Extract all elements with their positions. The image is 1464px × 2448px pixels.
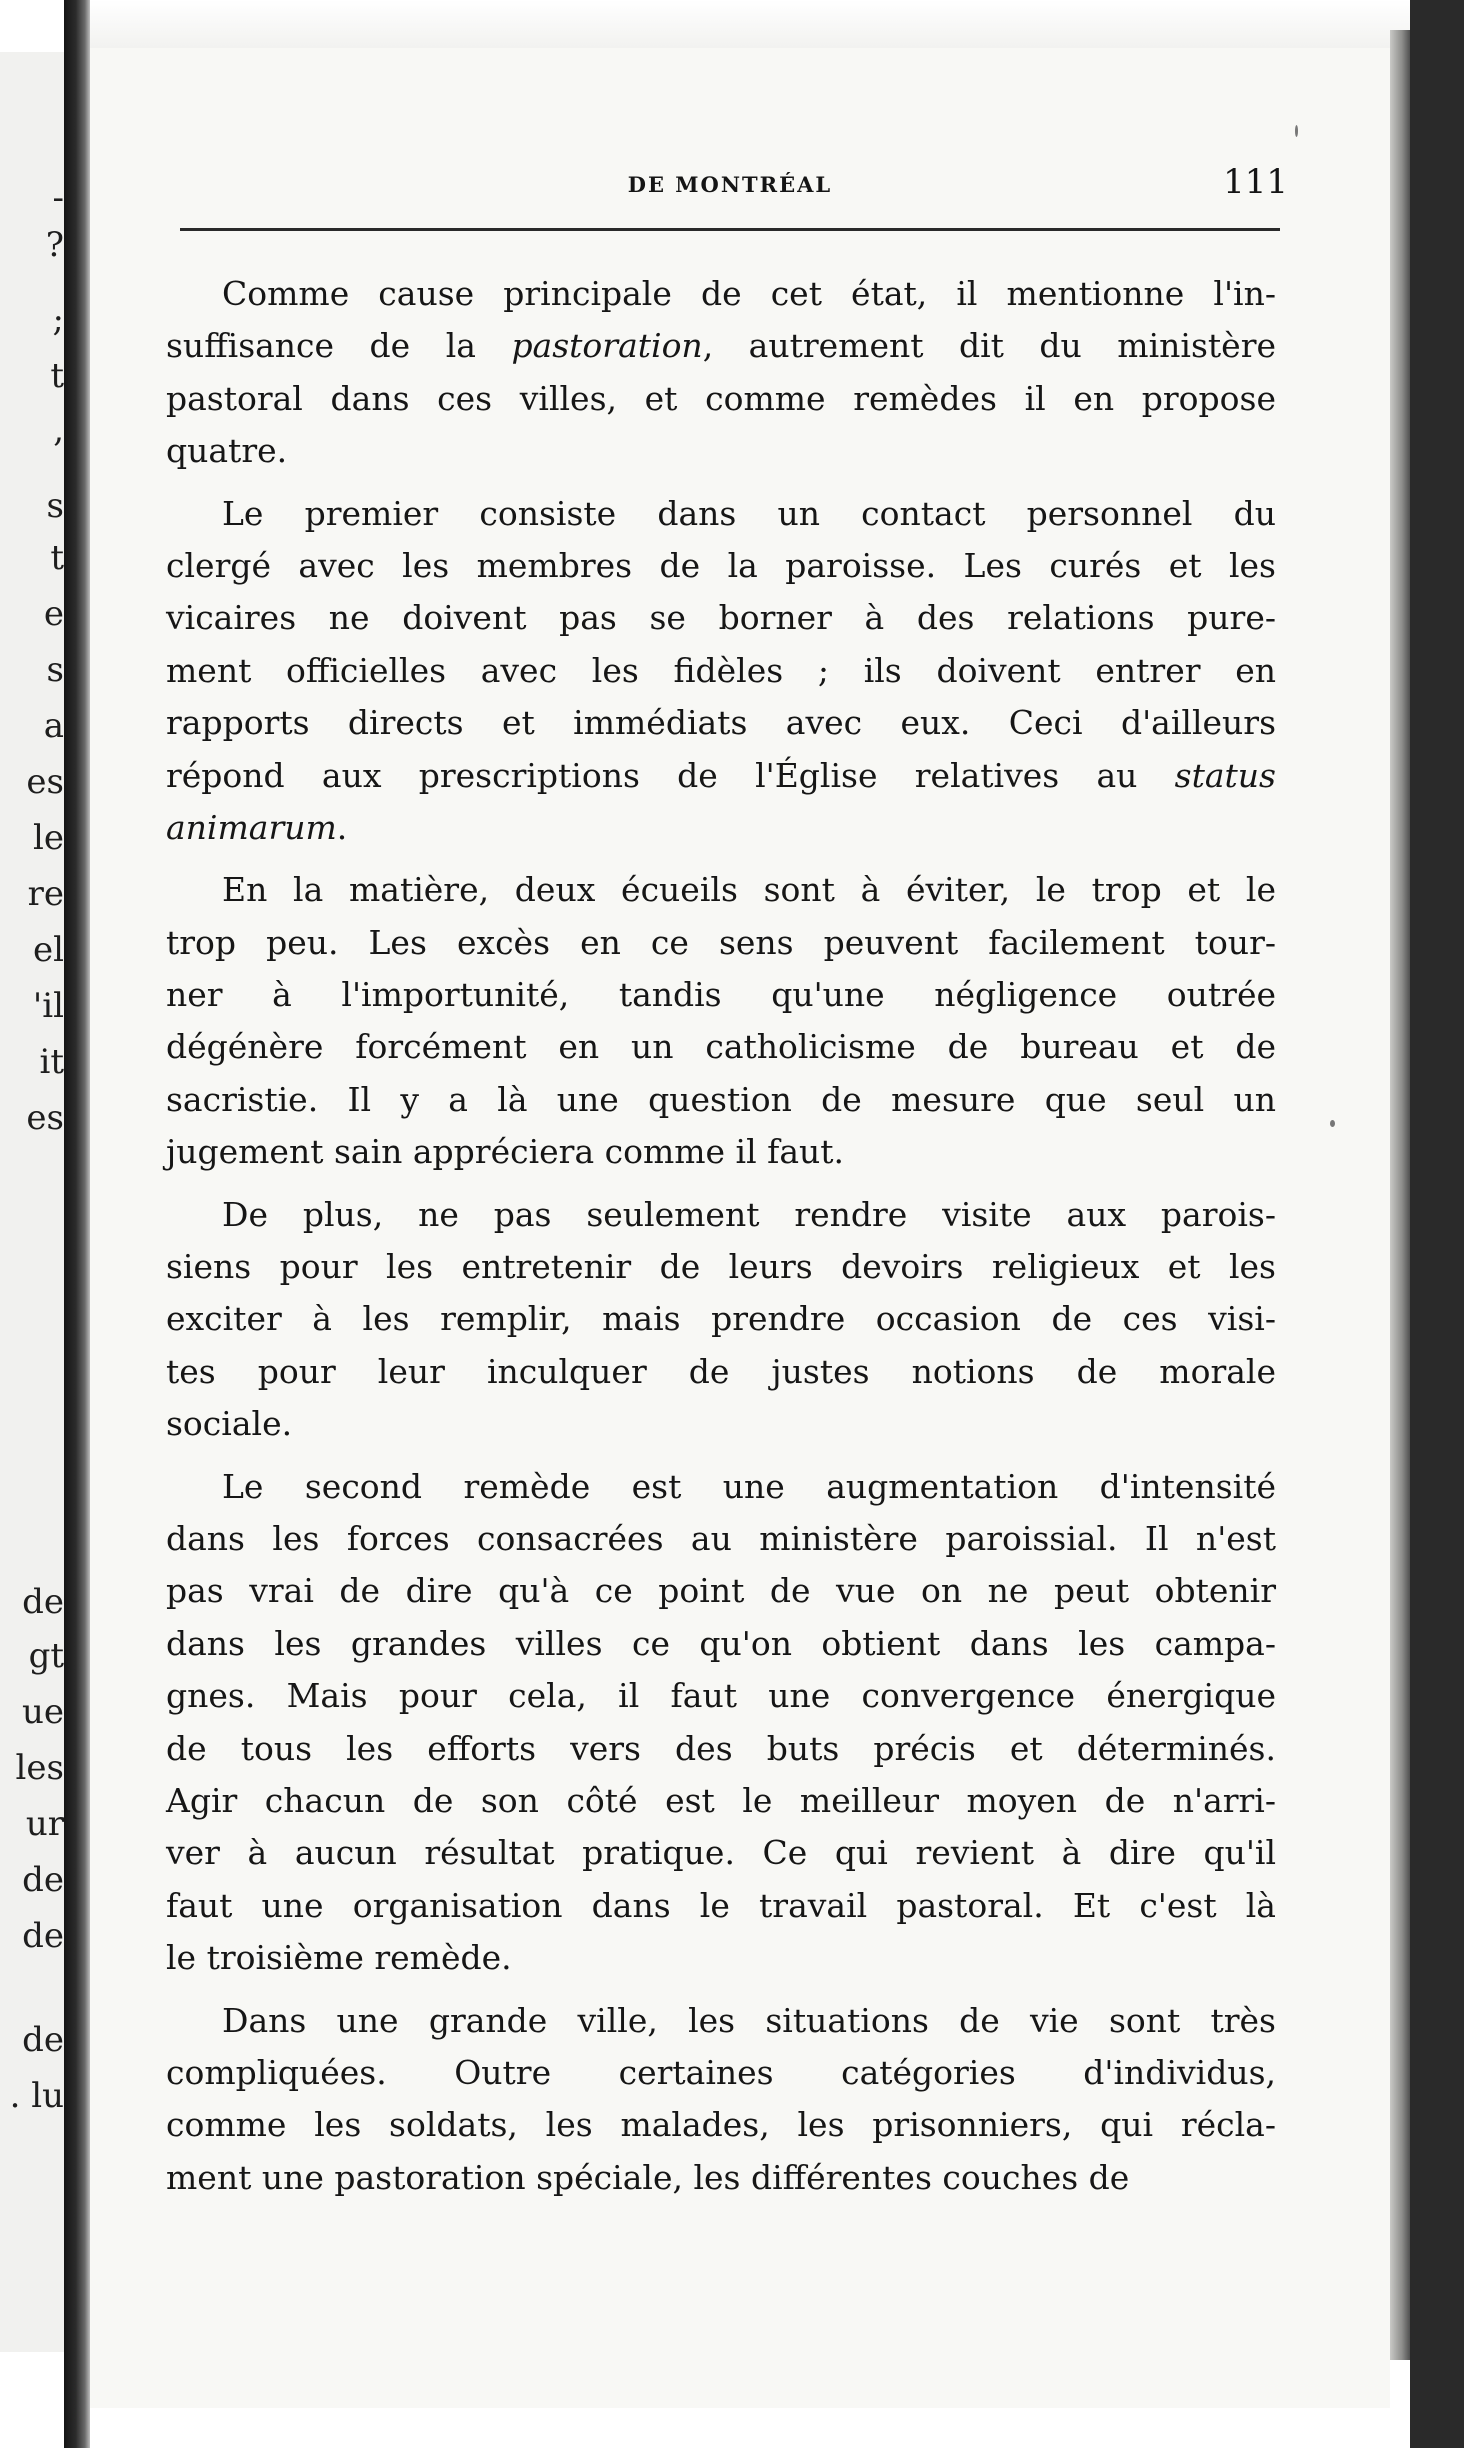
text-line: Le second remède est une augmentation d'intensité <box>222 1466 1276 1506</box>
facing-page-fragment: s <box>46 650 64 690</box>
facing-page-fragment: a <box>43 706 64 746</box>
page-gutter <box>64 0 90 2448</box>
facing-page-edge <box>0 52 68 2352</box>
facing-page-fragment: le <box>33 818 64 858</box>
text-line: dans les grandes villes ce qu'on obtient dans les campa- <box>166 1623 1276 1663</box>
header-rule <box>180 228 1280 231</box>
text-line: siens pour les entretenir de leurs devoirs religieux et les <box>166 1247 1276 1287</box>
body-text <box>166 268 1276 2204</box>
facing-page-fragment: ; <box>52 300 64 340</box>
paragraph <box>166 1995 1276 2205</box>
text-line: gnes. Mais pour cela, il faut une convergence énergique <box>166 1676 1276 1716</box>
dust-speck <box>1330 1120 1335 1127</box>
facing-page-fragment: gt <box>28 1636 64 1676</box>
facing-page-fragment: s <box>46 486 64 526</box>
facing-page-fragment: re <box>27 874 64 914</box>
paragraph <box>166 864 1276 1178</box>
text-line: ner à l'importunité, tandis qu'une négligence outrée <box>166 975 1276 1015</box>
facing-page-fragment: el <box>33 930 64 970</box>
page-number: 111 <box>1223 162 1288 202</box>
text-line: de tous les efforts vers des buts précis et déterminés. <box>166 1728 1276 1768</box>
text-line: répond aux prescriptions de l'Église relatives au status <box>166 755 1276 795</box>
text-line: ver à aucun résultat pratique. Ce qui revient à dire qu'il <box>166 1833 1276 1873</box>
facing-page-fragment: , <box>53 410 64 450</box>
paragraph <box>166 1461 1276 1985</box>
text-line: faut une organisation dans le travail pastoral. Et c'est là <box>166 1885 1276 1925</box>
facing-page-fragment: 'il <box>32 986 64 1026</box>
text-line: Comme cause principale de cet état, il mentionne l'in- <box>222 274 1276 313</box>
text-line: Dans une grande ville, les situations de vie sont très <box>222 2000 1276 2040</box>
facing-page-fragment: e <box>43 594 64 634</box>
facing-page-fragment: . lu <box>9 2076 64 2116</box>
text-line: sociale. <box>166 1404 293 1444</box>
text-line: dégénère forcément en un catholicisme de bureau et de <box>166 1027 1276 1067</box>
facing-page-fragment: es <box>26 1098 64 1138</box>
paragraph <box>166 1189 1276 1451</box>
text-line: En la matière, deux écueils sont à éviter, le trop et le <box>222 870 1276 910</box>
facing-page-fragment: de <box>22 1860 64 1900</box>
page-right-edge <box>1390 30 1410 2360</box>
facing-page-fragment: - <box>52 178 64 218</box>
text-line: trop peu. Les excès en ce sens peuvent facilement tour- <box>166 922 1276 962</box>
facing-page-fragment: ue <box>21 1692 64 1732</box>
facing-page-fragment: t <box>50 356 64 396</box>
text-line: Agir chacun de son côté est le meilleur moyen de n'arri- <box>166 1780 1276 1820</box>
text-line: rapports directs et immédiats avec eux. Ceci d'ailleurs <box>166 703 1276 743</box>
text-line: jugement sain appréciera comme il faut. <box>166 1132 845 1172</box>
text-line: pas vrai de dire qu'à ce point de vue on ne peut obtenir <box>166 1571 1276 1611</box>
paragraph <box>166 268 1276 478</box>
facing-page-fragment: ur <box>25 1804 64 1844</box>
facing-page-fragment: de <box>22 1582 64 1622</box>
text-line: ment officielles avec les fidèles ; ils doivent entrer en <box>166 650 1276 690</box>
text-line: pastoral dans ces villes, et comme remèdes il en propose <box>166 378 1276 418</box>
facing-page-fragment: it <box>39 1042 64 1082</box>
text-line: animarum. <box>166 807 348 847</box>
top-margin <box>64 0 1414 48</box>
text-line: De plus, ne pas seulement rendre visite aux parois- <box>222 1194 1276 1234</box>
text-line: compliquées. Outre certaines catégories d'individus, <box>166 2052 1276 2092</box>
text-line: vicaires ne doivent pas se borner à des relations pure- <box>166 598 1276 638</box>
facing-page-fragment: t <box>50 538 64 578</box>
text-line: exciter à les remplir, mais prendre occasion de ces visi- <box>166 1299 1276 1339</box>
text-line: dans les forces consacrées au ministère paroissial. Il n'est <box>166 1518 1276 1558</box>
text-line: sacristie. Il y a là une question de mesure que seul un <box>166 1079 1276 1119</box>
facing-page-fragment: de <box>22 1916 64 1956</box>
text-line: clergé avec les membres de la paroisse. Les curés et les <box>166 545 1276 585</box>
facing-page-fragment: de <box>22 2020 64 2060</box>
text-line: ment une pastoration spéciale, les différentes couches de <box>166 2157 1130 2197</box>
facing-page-fragment: les <box>15 1748 64 1788</box>
text-line: Le premier consiste dans un contact personnel du <box>222 493 1276 533</box>
facing-page-fragment: es <box>26 762 64 802</box>
text-line: tes pour leur inculquer de justes notions de morale <box>166 1351 1276 1391</box>
text-line: quatre. <box>166 431 288 471</box>
paragraph <box>166 488 1276 855</box>
scan-background <box>1410 0 1464 2448</box>
page-header <box>180 162 1288 208</box>
dust-speck <box>1295 125 1298 137</box>
text-line: suffisance de la pastoration, autrement dit du ministère <box>166 326 1276 366</box>
running-head: DE MONTRÉAL <box>627 172 833 197</box>
text-line: comme les soldats, les malades, les prisonniers, qui récla- <box>166 2105 1276 2145</box>
text-line: le troisième remède. <box>166 1938 512 1978</box>
facing-page-fragment: ? <box>45 225 64 265</box>
